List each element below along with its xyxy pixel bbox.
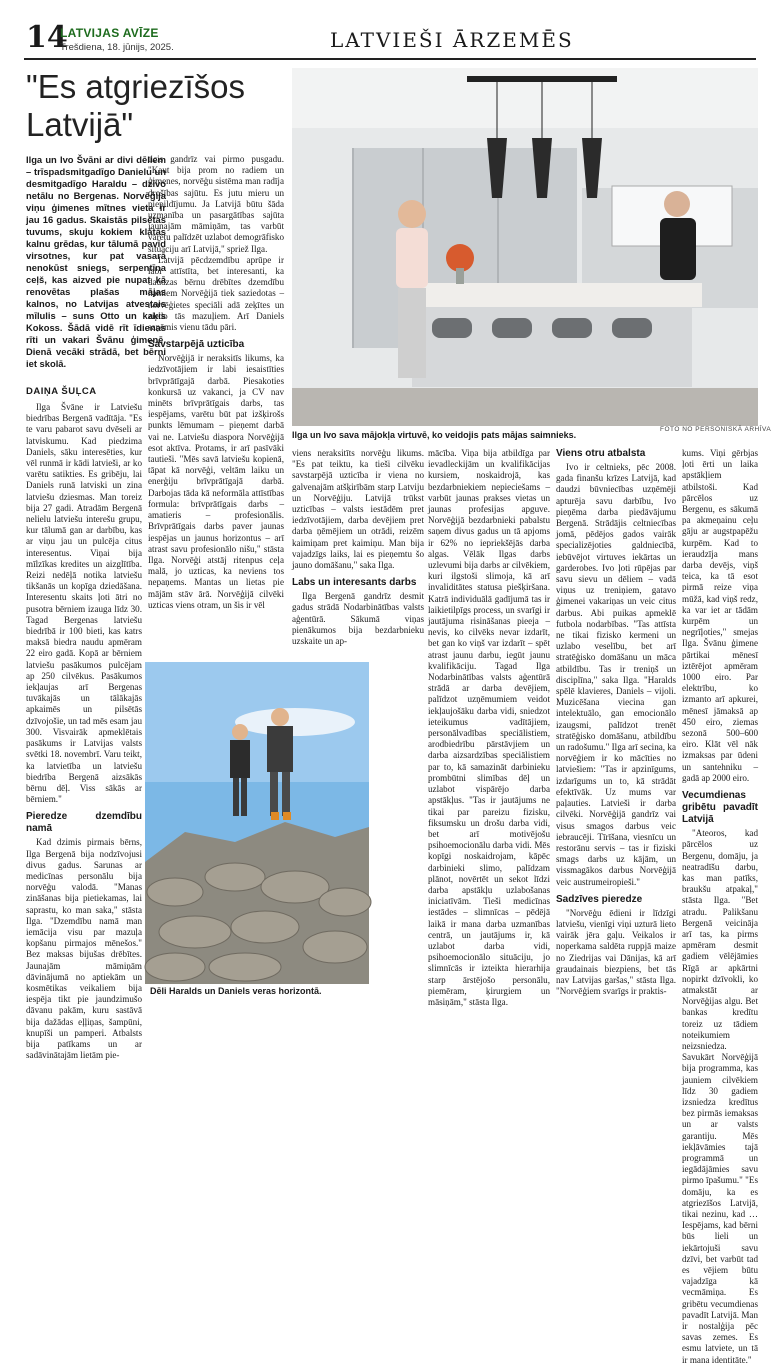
issue-date: Trešdiena, 18. jūnijs, 2025. <box>60 42 174 53</box>
article-lead: Ilga un Ivo Švāni ar divi dēliem – trīspadsmitgadīgo Danielu un desmitgadīgo Haraldu – dzīvo netālu no Bergenas. Norvēģija viņu ģimenes mītnes vieta ir jau 16 gadus. Skaistās pilsētas tuvums, skuju kokiem klātās kalnu grēdas, kur tālumā pavīd virsotnes, kur pat vasarā nenokūst sniegs, serpentīna ceļš, kas aizved pie nupat kā renovētas plašas mājas kalnos, no Latvijas atvestais mīlulis – suns Otto un kaķis Kokoss. Šādā vidē rīt īdienas rīti un vakari Švānu ģimenē. Dienā vecāki strādā, bet bērni iet skolā. <box>26 154 166 369</box>
col5-paragraph-a: Ivo ir celtnieks, pēc 2008. gada finanšu krīzes Latvijā, kad daudzi būvniecības uzņēmēji apturēja savu darbību, Ivo pieņēma darba piedāvājumu Bergenā. Strādājis celtniecības jomā, pēdējos gados vairāk specializējoties galdniecībā, iebūvējot virtuves iekārtas un garderobes. Ivo ļoti rūpējas par savu sievu un dēliem – vadā viņus uz treniņiem, gatavo ģimenei vakariņas un veic citus darbus. Abi puikas apmeklē futbola nodarbības. "Tas attīsta ne tikai fizisko kermeni un uzlabo veselību, bet arī stratēģisko domāšanu un māca atbildību. Tas ir treniņš un disciplīna," saka Ilga. "Haralds spēlē klavieres, Daniels – vijoli. Muzicēšana viecina gan intelektuālo, gan emocionālo izaugsmi, palīdzot trenēt stratēģisko domāšanu, atbildību un radošumu." Ilga arī secina, ka norvēģiem ir ko mācīties no latviešiem: "Tas ir apzinīgums, izdarīgums un to, kā strādāt efektīvāk. Uz mums var paļauties. Latvieši ir darba cilvēki. Norvēģijā gandrīz vai visus smagos darbus veic iebraucēji. Tīrīšana, viesnīcu un restorānu servis – tas ir fiziski smags darbs uz kājām, un vissmagākos darbus Norvēģijā veic austrumeiropieši." <box>556 462 676 887</box>
subhead-trust: Savstarpējā uzticība <box>148 339 245 351</box>
subhead-work: Labs un interesants darbs <box>292 577 417 589</box>
article-byline: DAIŅA ŠUĻCA <box>26 386 97 397</box>
subhead-birthplace: Pieredze dzemdību namā <box>26 811 142 835</box>
col2-paragraph-c: Norvēģijā ir neraksitīs likums, ka iedzīvotājiem ir labi iesaistīties brīvprātīgajā darbā. Piesakoties konkursā uz vakanci, ja CV nav minēts brīvprātīgais darbs, tas iespējams, varētu būt pat izšķirošs punkts lēmumam – pieņemt darbā vai ne. Latviešu diaspora Norvēģijā esot aktīva. Protams, ir arī pasīvāki tautieši. "Mēs savā latviešu kopienā, tāpat kā norvēģi, veltām laiku un enerģiju brīvprātīgajā darbā. Darbojas tāda kā neformāla attīstības formula: brīvprātīgais darbs – amatieris – profesionālis. Brīvprātīgais darbs paver jaunas iespējas un jaunus horizontus – arī atrast savu profesionālo nišu," stāsta Ilga. Norvēģi atstāj ritenpus ceļa malā, jo uzticas, ka neviens tos nepaņems. Mantas un lietas pie mājām stāv ārā. Norvēģijā cilvēki uzticas viens otram, un šis ir vēl <box>148 353 284 610</box>
paper-name: LATVIJAS AVĪZE <box>60 26 159 40</box>
boys-illustration <box>145 662 369 984</box>
kitchen-illustration <box>292 68 758 426</box>
column-2 <box>148 154 284 654</box>
col1-paragraph-b: Kad dzimis pirmais bērns, Ilga Bergenā bija nodzīvojusi divus gadus. Sarunas ar medicīnas personālu bija norvēģu valodā. "Manas zināšanas bija pietiekamas, lai saprastu, ko man saka," stāsta Ilga. "Dzemdību namā man iemācija visu par mazuļa kopšanu pirmajos mēnešos." Bez maksas bijušas drēbītes. Jaunajām māmiņām dāvinājumā no aptiekām un kosmētikas veikaliem bija iespēja tikt pie jaundzimušo dāvanu pakām, kuru sastāvā bija dažādas eļļiņas, šampūni, knupīši un pamperi. Atbalsts bija patīkams un ar sadāvinātajām lietām pie- <box>26 837 142 1061</box>
col6-paragraph-b: "Ateoros, kad pārcēlos uz Bergenu, domāju, ja neatradīšu darbu, kas man patīks, braukšu atpakaļ," stāsta Ilga. "Bet atradu. Palikšanu Bergenā veicināja arī tas, ka pirms apmēram desmit gadiem vēlējāmies Rīgā ar apkārtni nopirkt dzīvokli, ko atmakstāt ar Norvēģijas algu. Bet bankas kredītu toreiz uz tādiem noteikumiem neizsniedza. Savukārt Norvēģijā bija programma, kas jauniem cilvēkiem līdz 30 gadiem izsniedza kredītus bez pirmās iemaksas un ar valsts garantiju. Mēs iekļāvāmies tajā programmā un iegādājāmies savu pirmo īpašumu." "Es domāju, ka es atgriezīšos Latvijā, tikai nezinu, kad … Iespējams, kad bērni būs lieli un iekārtojuši savu dzīvi, bet varbūt tad es vējiem būtu vajadzīga kā vecmāmiņa. Es gribētu vecumdienas pavadīt Latvijā. Man ir nostalģija pēc savas zemes. Es esmu latviete, un tā ir mana identitāte." <box>682 828 759 1365</box>
page-number: 14 <box>26 20 68 55</box>
col6-paragraph-a: kums. Viņi gērbjas ļoti ērti un laika apstākļiem atbilstoši. Kad pārcēlos uz Bergenu, es sākumā pa akmeņainu ceļu gāju ar augstpapēžu kurpēm. Kad to ieraudzīja mans darba devējs, viņš teica, ka tā esot pirmā reize viņa mūžā, kad viņš redz, ka var iet ar tādām kurpēm un negrīļoties," smejas Ilga. Švānu ģimene pārtikai mēnesī iztērējot apmēram 1000 eiro. Par elektrību, ko izmanto arī apkurei, mēnesī jāmaksā ap 450 eiro, ziemas sezonā 500–600 eiro. Klāt vēl nāk izmaksas par ūdeni un santehniku – gadā ap 2000 eiro. <box>682 448 758 783</box>
col5-paragraph-b: "Norvēģu ēdieni ir līdzīgi latviešu, vienīgi viņi uzturā lieto vairāk jēra gaļu. Veikalos ir noperkama saldēta ruppjā maize no Ziedrijas vai Dānijas, kā arī graudainais biezpiens, bet tās nav Latvijas garšas," stāsta Ilga. "Norvēģiem svarīgs ir praktis- <box>556 907 676 997</box>
kitchen-photo <box>292 68 758 426</box>
column-5 <box>556 448 676 997</box>
column-3 <box>292 448 424 658</box>
boys-photo <box>145 662 369 984</box>
column-1 <box>26 402 142 1061</box>
column-4 <box>428 448 550 1007</box>
kitchen-photo-caption: Ilga un Ivo sava mājokļa virtuvē, ko veidojis pats mājas saimnieks. <box>292 430 577 440</box>
subhead-support: Viens otru atbalsta <box>556 448 646 459</box>
col2-paragraph-a: ticis gandrīz vai pirmo pusgadu. "Kaut bija prom no radiem un ģimenes, norvēģu sistēma man radīja drošības sajūtu. Es jutu mieru un piepildījumu. Ja Latvijā būtu šāda uzmanība un pasargātības sajūta jaunajām māmiņām, tas varbūt varētu palīdzēt uzlabot demogrāfisko situāciju arī Latvijā," spriež Ilga. <box>148 154 284 254</box>
section-title: LATVIEŠI ĀRZEMĒS <box>330 28 574 52</box>
subhead-ambition: Sadzīves pieredze <box>556 893 643 905</box>
column-6 <box>682 448 759 1365</box>
col3-paragraph-b: Ilga Bergenā gandrīz desmit gadus strādā Nodarbinātības valsts aģentūrā. Sākumā viņas pienākumos bija bezdarbnieku uzskaite un ap- <box>292 591 424 647</box>
col1-paragraph-a: Ilga Švāne ir Latviešu biedrības Bergenā vadītāja. "Es te varu pabarot savu dvēseli ar latviskumu. Kad piedzima Daniels, sāku interesēties, kur vēl runmā ir kādi latvieši, ar ko varētu satikties. Es gribēju, lai Daniels runā latviski un zina latviešu dziesmas. Man toreiz bija 27 gadi. Atradām Bergenā nelielu latviešu interešu grupu, kur tālumā gan ar darbību, kas ar viņu jau un pulcēja citus interesentus. Viņai bija mīlzīkas kredites un aizglītība. Reizi nedēļā notika latviešu tikšanās un kopīga dziedāšana. Interesentu skaits ļoti ātri no pusotra bērniem izauga līdz 30. Tagad Bergenas latviešu biedrībā ir 100 bieti, kas katrs maksā biedra naudu apmēram 22 eiro gadā. Kopā ar bērniem latviešu pasākumos pulcējam ap 250 cilvēkus. Pasākumos iekļaujas arī Bergenas tuvākajās un tālākajās apkaimēs un pilsētās dzīvojošie, un tad mēs esam jau 300. Visvairāk apmeklētais pasākums ir Latvijas valsts svētki 18. novembrī. Varu teikt, ka latvietība un latviešu biedrība Bergenā aizsākās bērnu dēļ. Viss sākās ar bērniem." <box>26 402 142 805</box>
photo-credit: FOTO NO PERSONISKĀ ARHĪVA <box>660 426 772 433</box>
boys-photo-caption: Dēli Haralds un Daniels veras horizontā. <box>150 986 322 996</box>
col3-paragraph-a: viens neraksitīts norvēģu likums. "Es pat teiktu, ka tieši cilvēku savstarpējā uzticība ir viena no galvenajām atšķirībām starp Latviju un Norvēģiju. Latvijā trūkst uzticības – valsts iestādēm pret iedzīvotājiem, darba devējiem pret darba ņēmējiem un otrādi, reizēm kaimiņam pret kaimiņu. Man bija vajadzīgs laiks, lai es pieņemtu šo jauno domāšanu," saka Ilga. <box>292 448 424 571</box>
masthead-rule <box>24 58 756 60</box>
subhead-return: Vecumdienas gribētu pavadīt Latvijā <box>682 790 758 826</box>
col2-paragraph-b: Latvijā pēcdzemdību aprūpe ir labi attīstīta, bet interesanti, ka daudzas bērnu drēbītes dzemdību namiem Norvēģijā tiek saziedotas – norvēģietes speciāli adā zeķītes un ziedo tās mazuļiem. Arī Daniels saņēmis vienu tādu pāri. <box>148 254 284 333</box>
col4-paragraph: mācība. Viņa bija atbildīga par ievadleckijām un kvalifikācijas kursiem, noskaidrojā, kas bezdarbniekiem nepieciešams – varbūt jaunas prakses vietas un jaunas profesijas apguve. Norvēģijā bezdarbnieki pabalstu saņem divus gadus un tā apjoms ir 62% no iepriekšējās darba algas. Vēlāk Ilgas darbs uzlevumi bija darbs ar cilvēkiem, kuri ilgstoši slimoja, kā arī invaliditātes statusa piešķiršana. Katrā individuālā gadījumā tas ir laikietilpīgs process, un svarīgi ir jautājuma risināšanas pieeja – nevis, ko cilvēks nevar izdarīt, bet gan ko viņš var izdarīt – spēt atrast jaunu darbu, iegūt jaunu kvalifikāciju. Tagad Ilga Nodarbinātības valsts aģentūrā strādā ar darba devējiem, palīdzot uzņēmumiem veidot iekļaujošāku darba vidi, sniedzot ieteikumus vadītājiem, personālvadības speciālistiem, arodbiedrību pārstāvjiem un darba aizsardzības speciālistiem par to, kā samazināt darbinieku prombūtni slimības dēļ un uzlabot vispārējo darba apstākļus. "Tas ir jautājums ne tikai par pareizu fizisku, fiksumsku un drošu darba vidi, bet arī motivējošu psihoemocionālu darba vidi. Mēs kopīgi noskaidrojam, kāpēc darbinieki slimo, palīdzam plānot, novērtēt un sekot līdzi darba apstākļu uzlabošanas iniciatīvām. Tieši medicīnas iestādes – slimnīcas – pēdējā laikā ir mana darba uzmanības centrā, un jautājums ir, kā uzlabot darba vidi, psihoemocionālo situāciju, jo slimnīcās ir izteikta hierarhija starp ārstējošo personālu, piemēram, ķirurgiem un māsiņām," stāsta Ilga. <box>428 448 550 1007</box>
article-headline: "Es atgriezīšos Latvijā" <box>26 68 245 143</box>
